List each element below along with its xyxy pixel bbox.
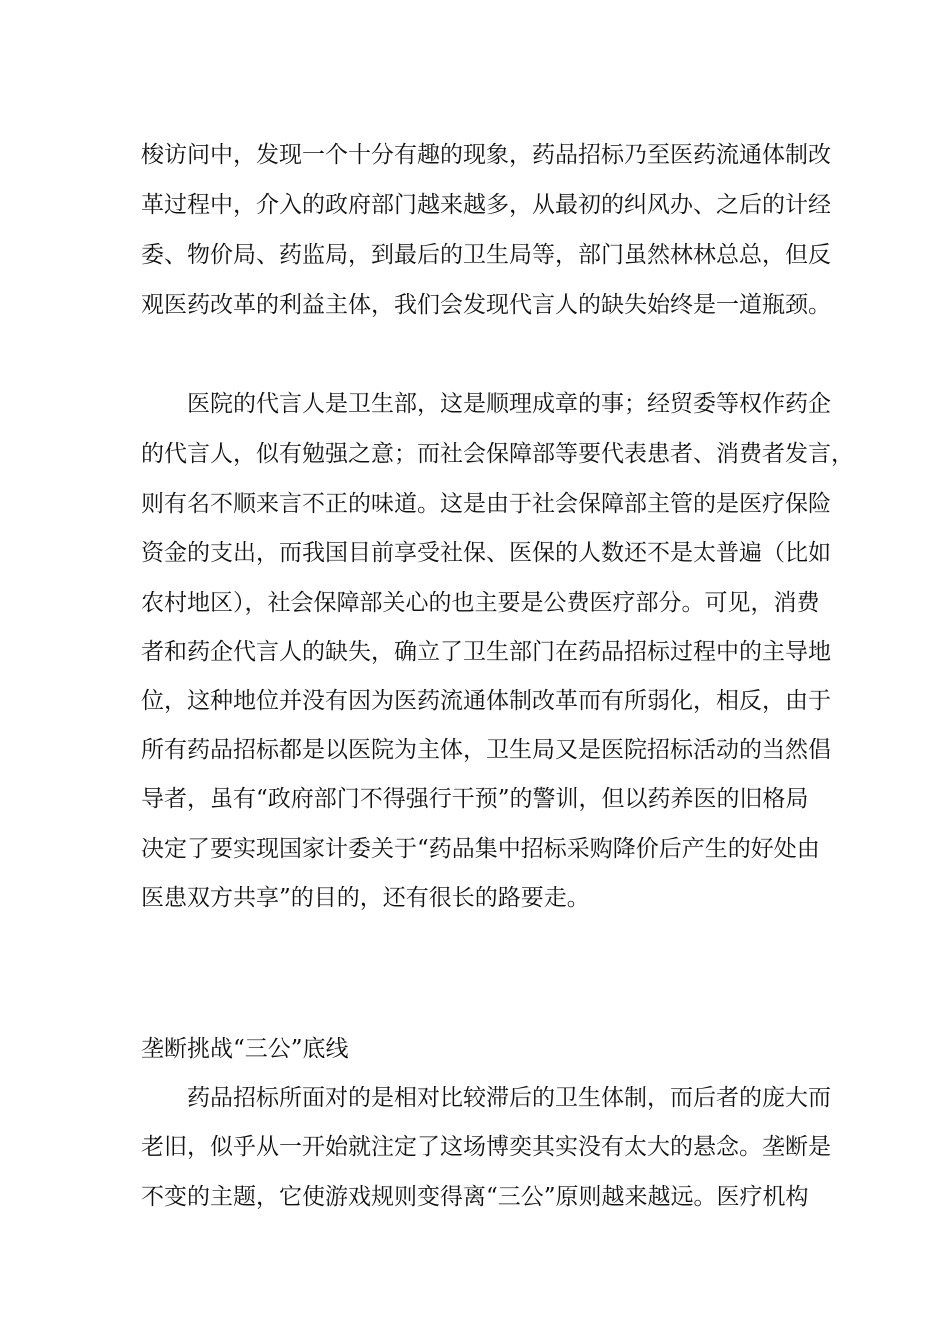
paragraph-2-line-3: 则有名不顺来言不正的味道。这是由于社会保障部主管的是医疗保险 [141, 491, 831, 517]
paragraph-2-line-4: 资金的支出，而我国目前享受社保、医保的人数还不是太普遍（比如 [141, 540, 831, 566]
paragraph-2-line-9: 导者，虽有“政府部门不得强行干预”的警训，但以药养医的旧格局 [141, 786, 809, 812]
paragraph-1-line-4: 观医药改革的利益主体，我们会发现代言人的缺失始终是一道瓶颈。 [141, 292, 831, 318]
paragraph-1-line-1: 梭访问中，发现一个十分有趣的现象，药品招标乃至医药流通体制改 [141, 142, 831, 168]
paragraph-2-line-7: 位，这种地位并没有因为医药流通体制改革而有所弱化，相反，由于 [141, 688, 831, 714]
paragraph-1-line-2: 革过程中，介入的政府部门越来越多，从最初的纠风办、之后的计经 [141, 192, 831, 218]
paragraph-2-line-10: 决定了要实现国家计委关于“药品集中招标采购降价后产生的好处由 [141, 836, 820, 862]
paragraph-2-line-6: 者和药企代言人的缺失，确立了卫生部门在药品招标过程中的主导地 [141, 639, 831, 665]
section-heading: 垄断挑战“三公”底线 [141, 1036, 349, 1062]
paragraph-2-line-1: 医院的代言人是卫生部，这是顺理成章的事；经贸委等权作药企 [187, 391, 831, 417]
paragraph-2-line-5: 农村地区），社会保障部关心的也主要是公费医疗部分。可见，消费 [141, 590, 820, 616]
paragraph-3-line-2: 老旧，似乎从一开始就注定了这场博奕其实没有太大的悬念。垄断是 [141, 1134, 831, 1160]
paragraph-2-line-11: 医患双方共享”的目的，还有很长的路要走。 [141, 885, 590, 911]
paragraph-3-line-1: 药品招标所面对的是相对比较滞后的卫生体制，而后者的庞大而 [187, 1085, 831, 1111]
paragraph-2-line-8: 所有药品招标都是以医院为主体，卫生局又是医院招标活动的当然倡 [141, 737, 831, 763]
paragraph-1-line-3: 委、物价局、药监局，到最后的卫生局等，部门虽然林林总总，但反 [141, 242, 831, 268]
paragraph-2-line-2: 的代言人，似有勉强之意；而社会保障部等要代表患者、消费者发言， [141, 441, 854, 467]
paragraph-3-line-3: 不变的主题，它使游戏规则变得离“三公”原则越来越远。医疗机构 [141, 1184, 809, 1210]
